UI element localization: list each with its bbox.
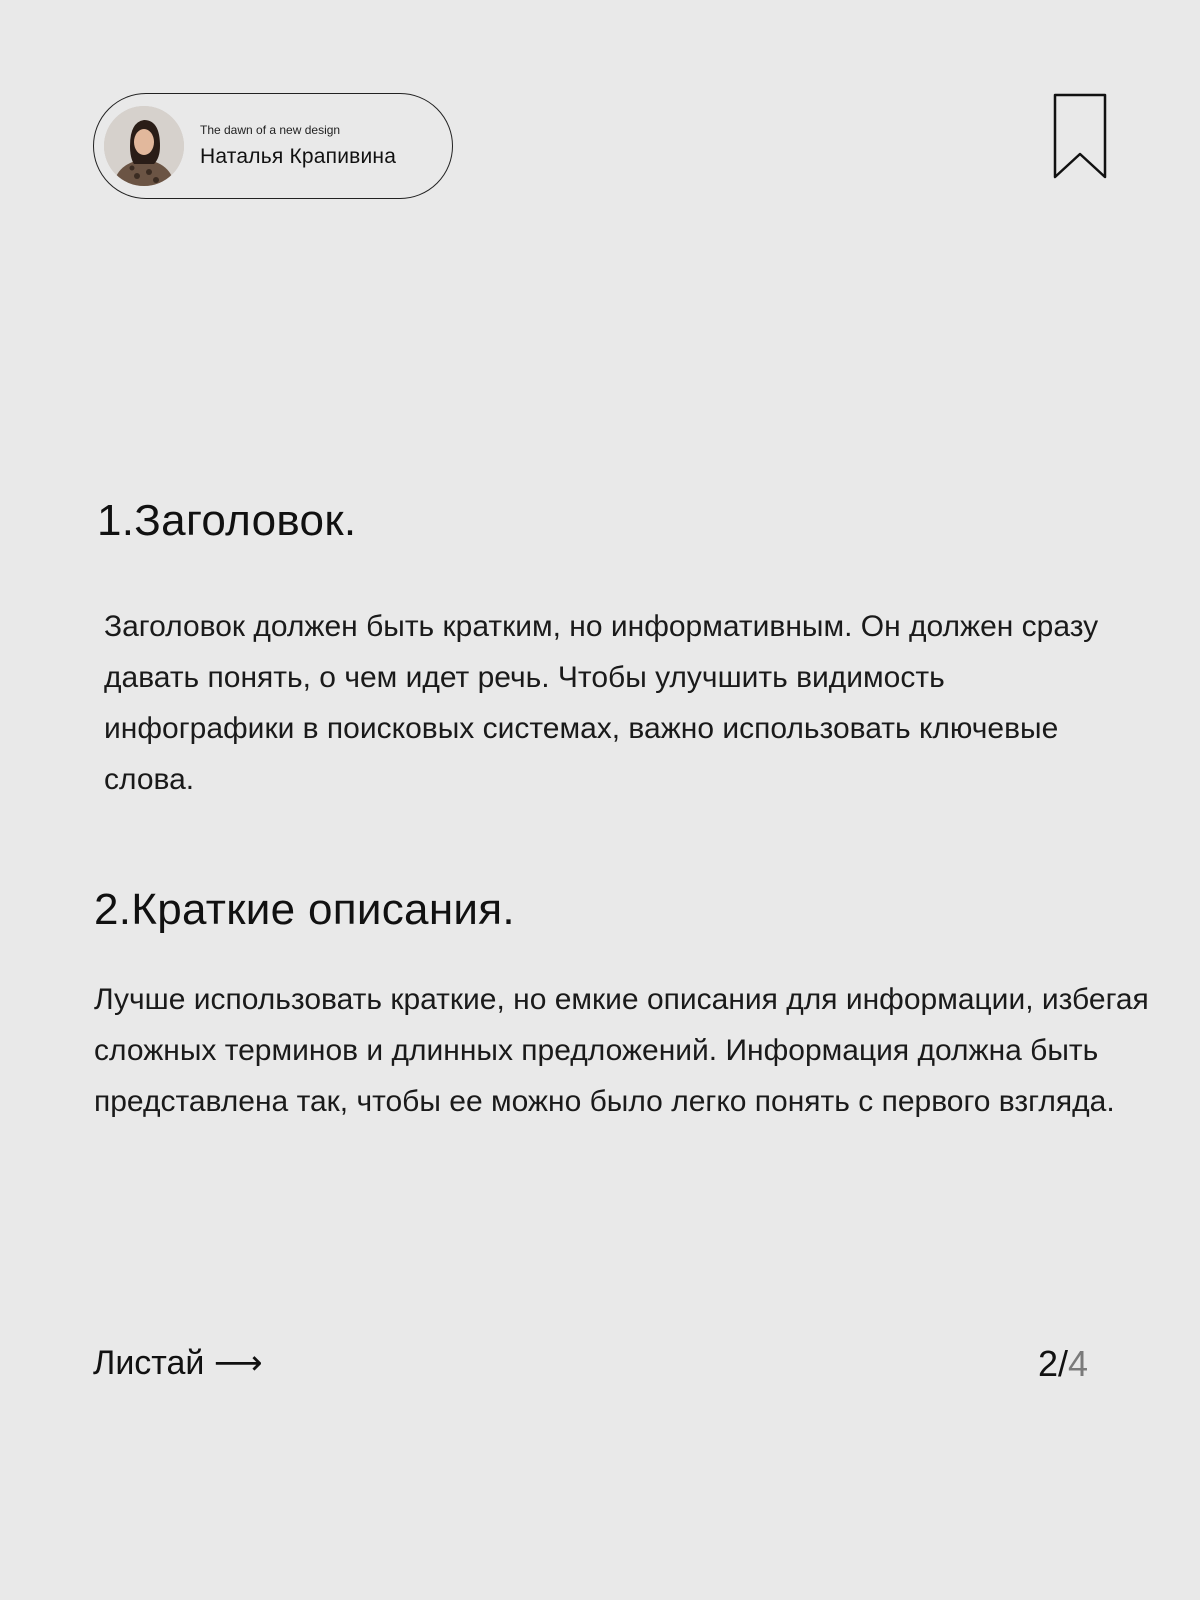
author-name: Наталья Крапивина xyxy=(200,145,397,168)
avatar-photo-icon xyxy=(104,106,184,186)
page-separator: / xyxy=(1058,1343,1069,1384)
swipe-hint[interactable]: Листай ⟶ xyxy=(93,1344,263,1382)
section-title: 1.Заголовок. xyxy=(97,496,357,545)
page-total: 4 xyxy=(1068,1343,1089,1384)
author-tagline: The dawn of a new design xyxy=(200,123,341,137)
author-badge[interactable] xyxy=(93,93,453,199)
author-text xyxy=(200,123,396,169)
section-title: 2.Краткие описания. xyxy=(94,885,515,934)
bookmark-icon[interactable] xyxy=(1052,92,1108,180)
section-body: Заголовок должен быть кратким, но информативным. Он должен сразу давать понять, о чем идет речь. Чтобы улучшить видимость инфографики в поисковых системах, важно использовать ключевые слова. xyxy=(104,610,1099,796)
page-counter xyxy=(1038,1343,1088,1385)
page-current: 2 xyxy=(1038,1343,1059,1384)
section-body: Лучше использовать краткие, но емкие описания для информации, избегая сложных терминов и длинных предложений. Информация должна быть представлена так, чтобы ее можно было легко понять с первого взгляда. xyxy=(94,983,1149,1118)
avatar xyxy=(104,106,184,186)
